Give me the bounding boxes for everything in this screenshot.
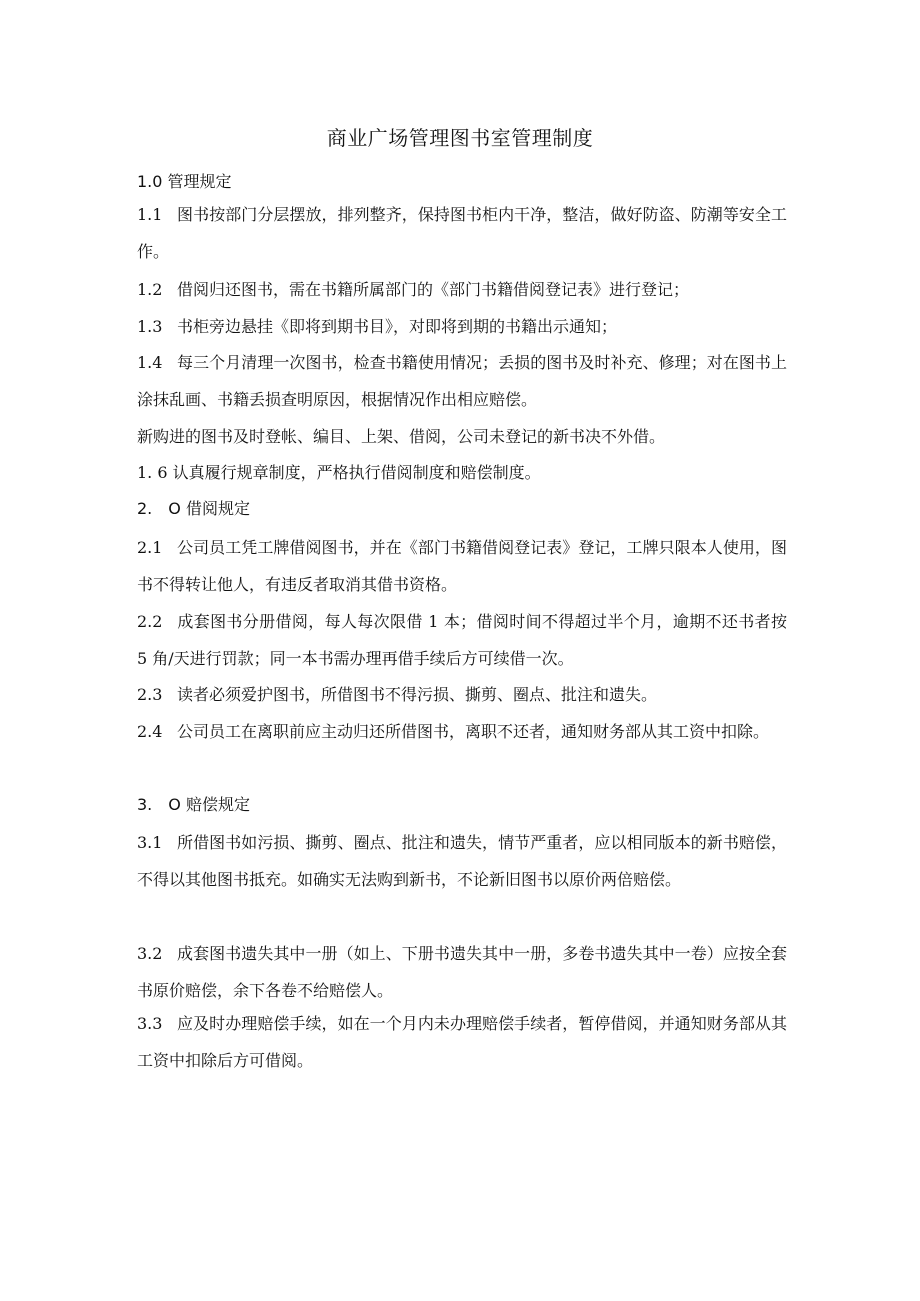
clause-2-1 xyxy=(137,529,787,603)
clause-number: 3.3 xyxy=(137,1014,163,1033)
clause-3-2 xyxy=(137,935,787,1009)
clause-text: 借阅归还图书，需在书籍所属部门的《部门书籍借阅登记表》进行登记； xyxy=(177,280,690,299)
paragraph-new-books: 新购进的图书及时登帐、编目、上架、借阅，公司未登记的新书决不外借。 xyxy=(137,427,666,446)
clause-text: 应及时办理赔偿手续，如在一个月内未办理赔偿手续者，暂停借阅，并通知财务部从其工资中扣除后方可借阅。 xyxy=(137,1014,787,1070)
clause-number: 2.3 xyxy=(137,685,163,704)
clause-number: 2.4 xyxy=(137,722,163,741)
section-heading-management: 1.0 管理规定 xyxy=(137,172,232,191)
clause-number: 1.3 xyxy=(137,317,163,336)
clause-text: 成套图书遗失其中一册（如上、下册书遗失其中一册，多卷书遗失其中一卷）应按全套书原价赔偿，余下各卷不给赔偿人。 xyxy=(137,944,787,1000)
clause-text: 读者必须爱护图书，所借图书不得污损、撕剪、圈点、批注和遗失。 xyxy=(177,685,658,704)
clause-1-6: 1. 6 认真履行规章制度，严格执行借阅制度和赔偿制度。 xyxy=(137,463,541,482)
clause-2-4 xyxy=(137,713,787,750)
clause-text: 所借图书如污损、撕剪、圈点、批注和遗失，情节严重者，应以相同版本的新书赔偿，不得以其他图书抵充。如确实无法购到新书，不论新旧图书以原价两倍赔偿。 xyxy=(137,833,787,889)
document-title: 商业广场管理图书室管理制度 xyxy=(326,126,594,150)
clause-number: 3.2 xyxy=(137,944,163,963)
clause-number: 2.1 xyxy=(137,538,163,557)
clause-number: 2.2 xyxy=(137,612,163,631)
section-heading-compensation: 3. O 赔偿规定 xyxy=(137,795,250,814)
clause-number: 1.1 xyxy=(137,205,163,224)
clause-text: 每三个月清理一次图书，检查书籍使用情况；丢损的图书及时补充、修理；对在图书上涂抹乱画、书籍丢损查明原因，根据情况作出相应赔偿。 xyxy=(137,353,787,409)
clause-1-3 xyxy=(137,308,787,345)
clause-number: 1.4 xyxy=(137,353,163,372)
clause-text: 成套图书分册借阅，每人每次限借 1 本；借阅时间不得超过半个月，逾期不还书者按 5 角/天进行罚款；同一本书需办理再借手续后方可续借一次。 xyxy=(137,612,787,668)
clause-number: 1.2 xyxy=(137,280,163,299)
clause-1-1 xyxy=(137,196,787,270)
clause-text: 公司员工在离职前应主动归还所借图书，离职不还者，通知财务部从其工资中扣除。 xyxy=(177,722,770,741)
clause-3-1 xyxy=(137,824,787,898)
clause-text: 公司员工凭工牌借阅图书，并在《部门书籍借阅登记表》登记，工牌只限本人使用，图书不得转让他人，有违反者取消其借书资格。 xyxy=(137,538,787,594)
clause-2-3 xyxy=(137,676,787,713)
clause-3-3 xyxy=(137,1005,787,1079)
clause-1-4 xyxy=(137,344,787,418)
clause-2-2 xyxy=(137,603,787,677)
clause-1-2 xyxy=(137,271,787,308)
clause-text: 书柜旁边悬挂《即将到期书目》，对即将到期的书籍出示通知； xyxy=(177,317,618,336)
clause-text: 图书按部门分层摆放，排列整齐，保持图书柜内干净，整洁，做好防盗、防潮等安全工作。 xyxy=(137,205,787,261)
section-heading-borrowing: 2. O 借阅规定 xyxy=(137,499,250,518)
clause-number: 3.1 xyxy=(137,833,163,852)
